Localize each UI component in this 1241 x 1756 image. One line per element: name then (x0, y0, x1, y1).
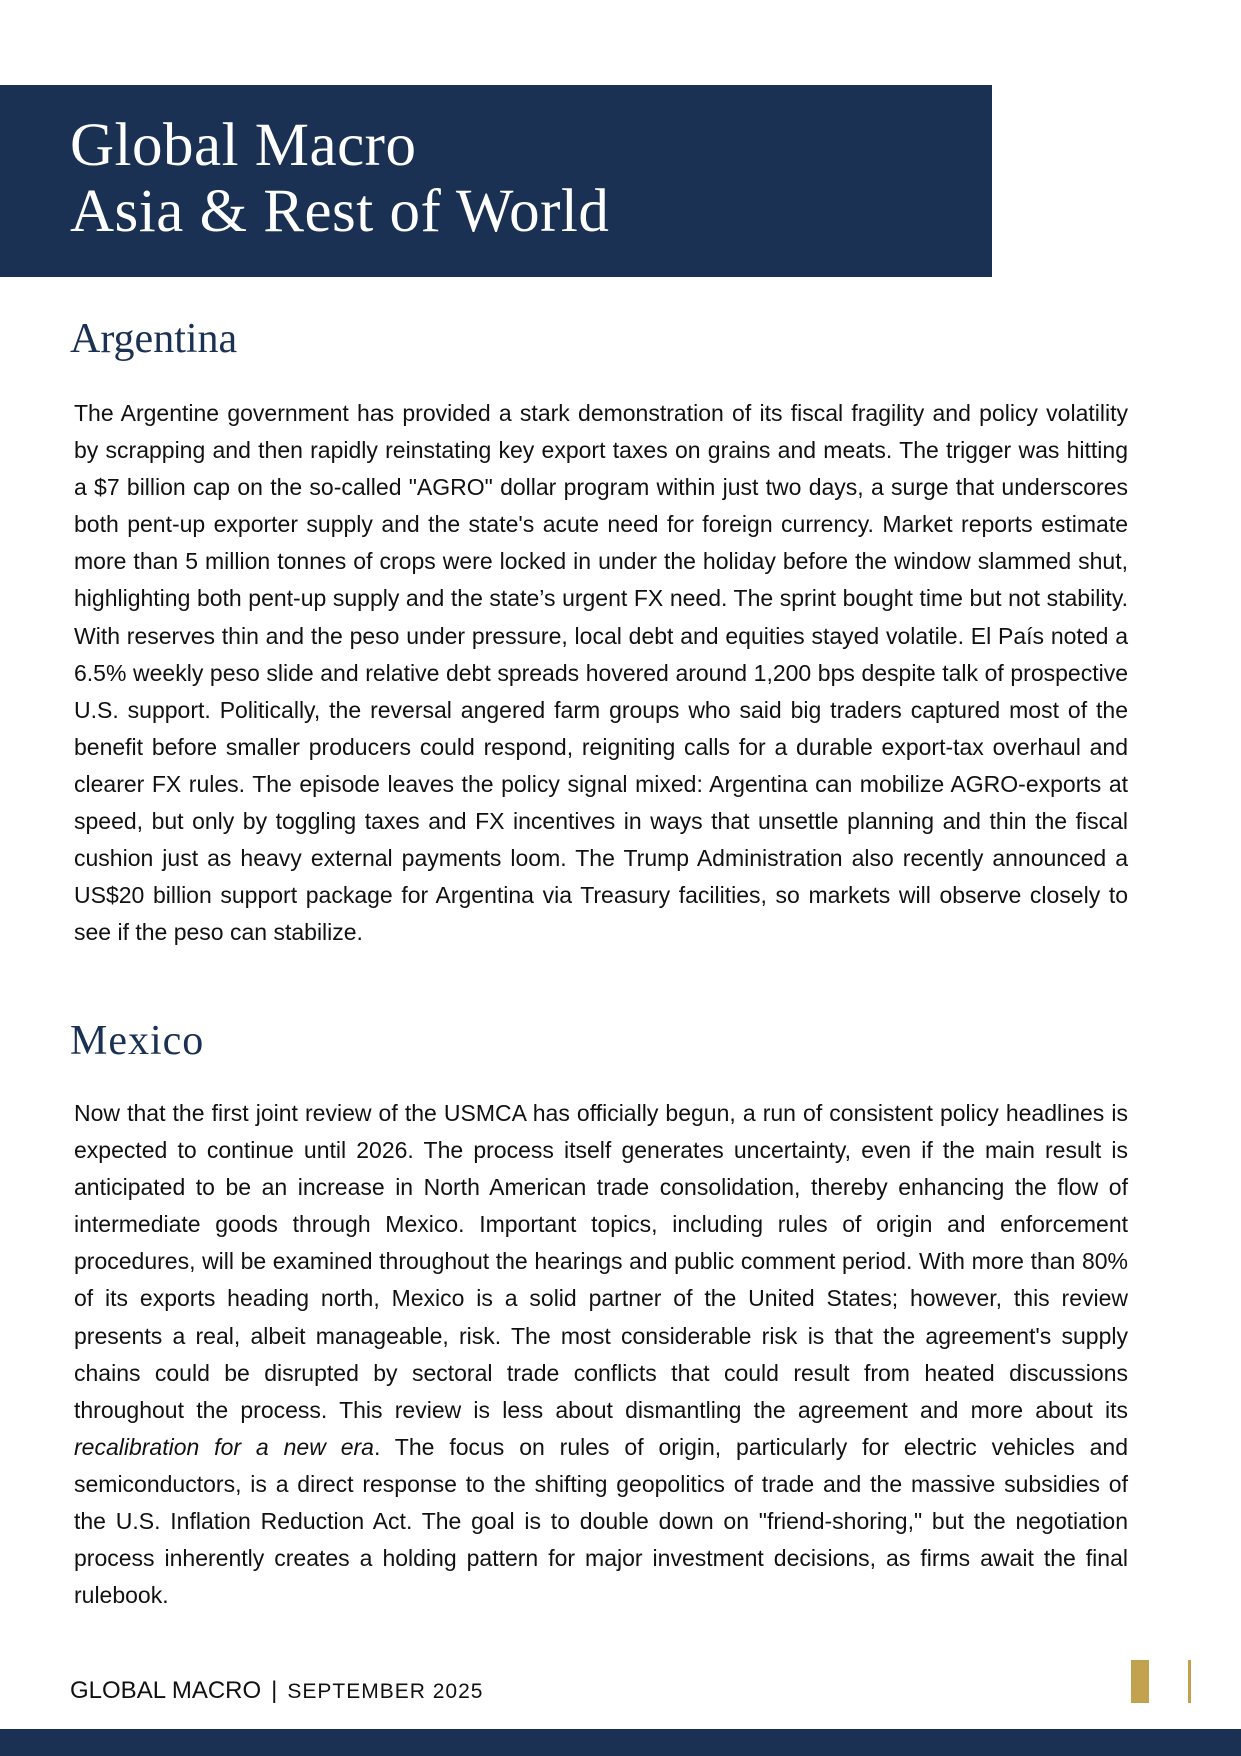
body-text-run: Now that the first joint review of the USMCA has officially begun, a run of consistent policy headlines is expected to continue until 2026. The process itself generates uncertainty, even if the main result is anticipated to be an increase in North American trade consolidation, thereby enhancing the flow of intermediate goods through Mexico. Important topics, including rules of origin and enforcement procedures, will be examined throughout the hearings and public comment period. With more than 80% of its exports heading north, Mexico is a solid partner of the United States; however, this review presents a real, albeit manageable, risk. The most considerable risk is that the agreement's supply chains could be disrupted by sectoral trade conflicts that could result from heated discussions throughout the process. This review is less about dismantling the agreement and more about its (74, 1100, 1128, 1423)
title-banner (0, 85, 992, 277)
footer-gold-line (1188, 1660, 1191, 1703)
footer-gold-block (1131, 1660, 1149, 1703)
section-heading-mexico: Mexico (70, 1018, 205, 1064)
banner-title: Global Macro (70, 112, 417, 179)
section-body-mexico (74, 1095, 1128, 1614)
body-text-run: . The focus on rules of origin, particularly for electric vehicles and semiconductors, is a direct response to the shifting geopolitics of trade and the massive subsidies of the U.S. Inflation Reduction Act. The goal is to double down on "friend-shoring," but the negotiation process inherently creates a holding pattern for major investment decisions, as firms await the final rulebook. (74, 1433, 1128, 1609)
footer-publication: GLOBAL MACRO (70, 1677, 262, 1704)
section-body-argentina: The Argentine government has provided a stark demonstration of its fiscal fragility and policy volatility by scrapping and then rapidly reinstating key export taxes on grains and meats. The trigger was hitting a $7 billion cap on the so-called "AGRO" dollar program within just two days, a surge that underscores both pent-up exporter supply and the state's acute need for foreign currency. Market reports estimate more than 5 million tonnes of crops were locked in under the holiday before the window slammed shut, highlighting both pent-up supply and the state’s urgent FX need. The sprint bought time but not stability. With reserves thin and the peso under pressure, local debt and equities stayed volatile. El País noted a 6.5% weekly peso slide and relative debt spreads hovered around 1,200 bps despite talk of prospective U.S. support. Politically, the reversal angered farm groups who said big traders captured most of the benefit before smaller producers could respond, reigniting calls for a durable export-tax overhaul and clearer FX rules. The episode leaves the policy signal mixed: Argentina can mobilize AGRO-exports at speed, but only by toggling taxes and FX incentives in ways that unsettle planning and thin the fiscal cushion just as heavy external payments loom. The Trump Administration also recently announced a US$20 billion support package for Argentina via Treasury facilities, so markets will observe closely to see if the peso can stabilize. (74, 400, 1128, 946)
section-heading-argentina: Argentina (70, 316, 238, 362)
footer-date: SEPTEMBER 2025 (287, 1680, 484, 1703)
footer-separator: | (271, 1677, 278, 1704)
banner-subtitle: Asia & Rest of World (70, 178, 610, 245)
page-footer (70, 1679, 483, 1703)
body-emphasis: recalibration for a new era (74, 1433, 374, 1460)
footer-bar (0, 1729, 1241, 1756)
